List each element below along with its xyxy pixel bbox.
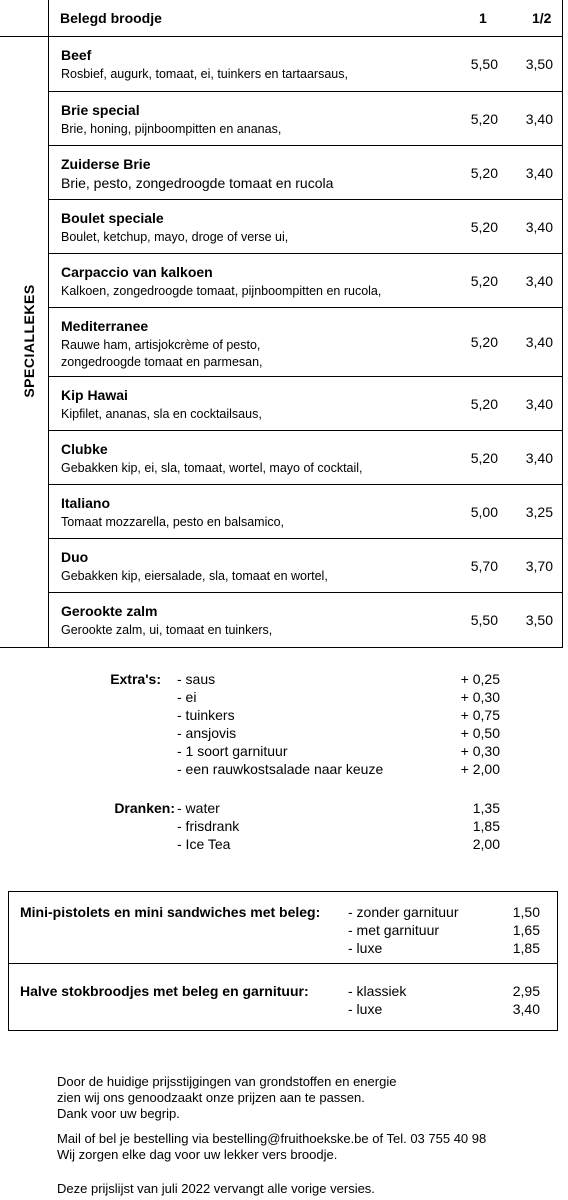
row-divider — [48, 145, 563, 146]
price-whole: 5,20 — [470, 165, 498, 181]
item-name: Zuiderse Brie — [61, 156, 151, 172]
price-whole: 5,70 — [470, 558, 498, 574]
price-whole: 5,20 — [470, 273, 498, 289]
item-description: Kalkoen, zongedroogde tomaat, pijnboompitten en rucola, — [61, 284, 382, 298]
extra-item: - 1 soort garnituur — [177, 743, 288, 759]
price-whole: 5,20 — [470, 219, 498, 235]
drink-item: - frisdrank — [177, 818, 240, 834]
row-divider — [48, 91, 563, 92]
item-name: Mediterranee — [61, 318, 149, 334]
halve-item: - klassiek — [348, 983, 407, 999]
header-col-whole: 1 — [479, 10, 487, 26]
extra-price: + 2,00 — [460, 761, 500, 777]
item-name: Duo — [61, 549, 89, 565]
extra-price: + 0,75 — [460, 707, 500, 723]
price-whole: 5,00 — [470, 504, 498, 520]
item-description: Gerookte zalm, ui, tomaat en tuinkers, — [61, 623, 273, 637]
price-whole: 5,20 — [470, 111, 498, 127]
price-half: 3,50 — [525, 612, 553, 628]
footer-notice-line: Dank voor uw begrip. — [57, 1106, 180, 1121]
item-description: Tomaat mozzarella, pesto en balsamico, — [61, 515, 285, 529]
extra-price: + 0,30 — [460, 689, 500, 705]
table-border-left — [48, 0, 49, 648]
item-description: Rosbief, augurk, tomaat, ei, tuinkers en tartaarsaus, — [61, 67, 348, 81]
item-name: Beef — [61, 47, 92, 63]
row-divider — [48, 484, 563, 485]
item-description: Gebakken kip, ei, sla, tomaat, wortel, mayo of cocktail, — [61, 461, 363, 475]
item-description: Brie, honing, pijnboompitten en ananas, — [61, 122, 282, 136]
item-name: Kip Hawai — [61, 387, 128, 403]
item-description: Gebakken kip, eiersalade, sla, tomaat en wortel, — [61, 569, 328, 583]
halve-item: - luxe — [348, 1001, 383, 1017]
item-description: Boulet, ketchup, mayo, droge of verse ui, — [61, 230, 289, 244]
price-half: 3,40 — [525, 111, 553, 127]
item-description: Brie, pesto, zongedroogde tomaat en rucola — [61, 175, 334, 191]
drink-item: - water — [177, 800, 220, 816]
price-half: 3,70 — [525, 558, 553, 574]
mini-item: - zonder garnituur — [348, 904, 459, 920]
price-whole: 5,50 — [470, 612, 498, 628]
row-divider — [48, 307, 563, 308]
drinks-label: Dranken: — [114, 800, 175, 816]
footer-validity-line: Deze prijslijst van juli 2022 vervangt alle vorige versies. — [57, 1181, 375, 1196]
mini-price: 1,50 — [512, 904, 540, 920]
price-half: 3,40 — [525, 219, 553, 235]
price-half: 3,40 — [525, 334, 553, 350]
item-name: Clubke — [61, 441, 108, 457]
row-divider — [48, 376, 563, 377]
mini-price: 1,85 — [512, 940, 540, 956]
price-half: 3,25 — [525, 504, 553, 520]
extra-price: + 0,50 — [460, 725, 500, 741]
row-divider — [48, 592, 563, 593]
drink-item: - Ice Tea — [177, 836, 231, 852]
price-half: 3,40 — [525, 396, 553, 412]
halve-label: Halve stokbroodjes met beleg en garnituur: — [20, 983, 309, 999]
row-divider — [48, 430, 563, 431]
item-description: zongedroogde tomaat en parmesan, — [61, 355, 263, 369]
footer-notice-line: zien wij ons genoodzaakt onze prijzen aan te passen. — [57, 1090, 365, 1105]
extras-label: Extra's: — [110, 671, 161, 687]
mini-price: 1,65 — [512, 922, 540, 938]
halve-price: 2,95 — [512, 983, 540, 999]
mini-item: - met garnituur — [348, 922, 440, 938]
price-whole: 5,20 — [470, 396, 498, 412]
extra-item: - een rauwkostsalade naar keuze — [177, 761, 384, 777]
mini-item: - luxe — [348, 940, 383, 956]
drink-price: 1,35 — [472, 800, 500, 816]
price-whole: 5,50 — [470, 56, 498, 72]
item-name: Italiano — [61, 495, 111, 511]
footer-contact-line: Wij zorgen elke dag voor uw lekker vers broodje. — [57, 1147, 338, 1162]
item-description: Rauwe ham, artisjokcrème of pesto, — [61, 338, 261, 352]
extra-item: - tuinkers — [177, 707, 235, 723]
item-name: Brie special — [61, 102, 140, 118]
header-divider — [0, 36, 563, 37]
side-label: SPECIALLEKES — [21, 284, 37, 398]
extra-price: + 0,25 — [460, 671, 500, 687]
mini-label: Mini-pistolets en mini sandwiches met beleg: — [20, 904, 321, 920]
item-name: Carpaccio van kalkoen — [61, 264, 213, 280]
footer-contact-line: Mail of bel je bestelling via bestelling@fruithoekske.be of Tel. 03 755 40 98 — [57, 1131, 487, 1146]
price-half: 3,40 — [525, 273, 553, 289]
price-whole: 5,20 — [470, 334, 498, 350]
row-divider — [48, 253, 563, 254]
halve-price: 3,40 — [512, 1001, 540, 1017]
extra-price: + 0,30 — [460, 743, 500, 759]
header-col-half: 1/2 — [532, 10, 552, 26]
table-border-right — [562, 0, 563, 648]
footer-notice-line: Door de huidige prijsstijgingen van grondstoffen en energie — [57, 1074, 397, 1089]
mini-box-divider — [8, 963, 558, 964]
item-name: Gerookte zalm — [61, 603, 158, 619]
item-description: Kipfilet, ananas, sla en cocktailsaus, — [61, 407, 262, 421]
price-half: 3,50 — [525, 56, 553, 72]
row-divider — [48, 199, 563, 200]
row-divider — [48, 538, 563, 539]
header-title: Belegd broodje — [60, 10, 162, 26]
extra-item: - ei — [177, 689, 197, 705]
extra-item: - ansjovis — [177, 725, 237, 741]
drink-price: 1,85 — [472, 818, 500, 834]
price-half: 3,40 — [525, 165, 553, 181]
table-bottom-border — [0, 647, 563, 648]
price-whole: 5,20 — [470, 450, 498, 466]
price-half: 3,40 — [525, 450, 553, 466]
drink-price: 2,00 — [472, 836, 500, 852]
extra-item: - saus — [177, 671, 216, 687]
item-name: Boulet speciale — [61, 210, 164, 226]
